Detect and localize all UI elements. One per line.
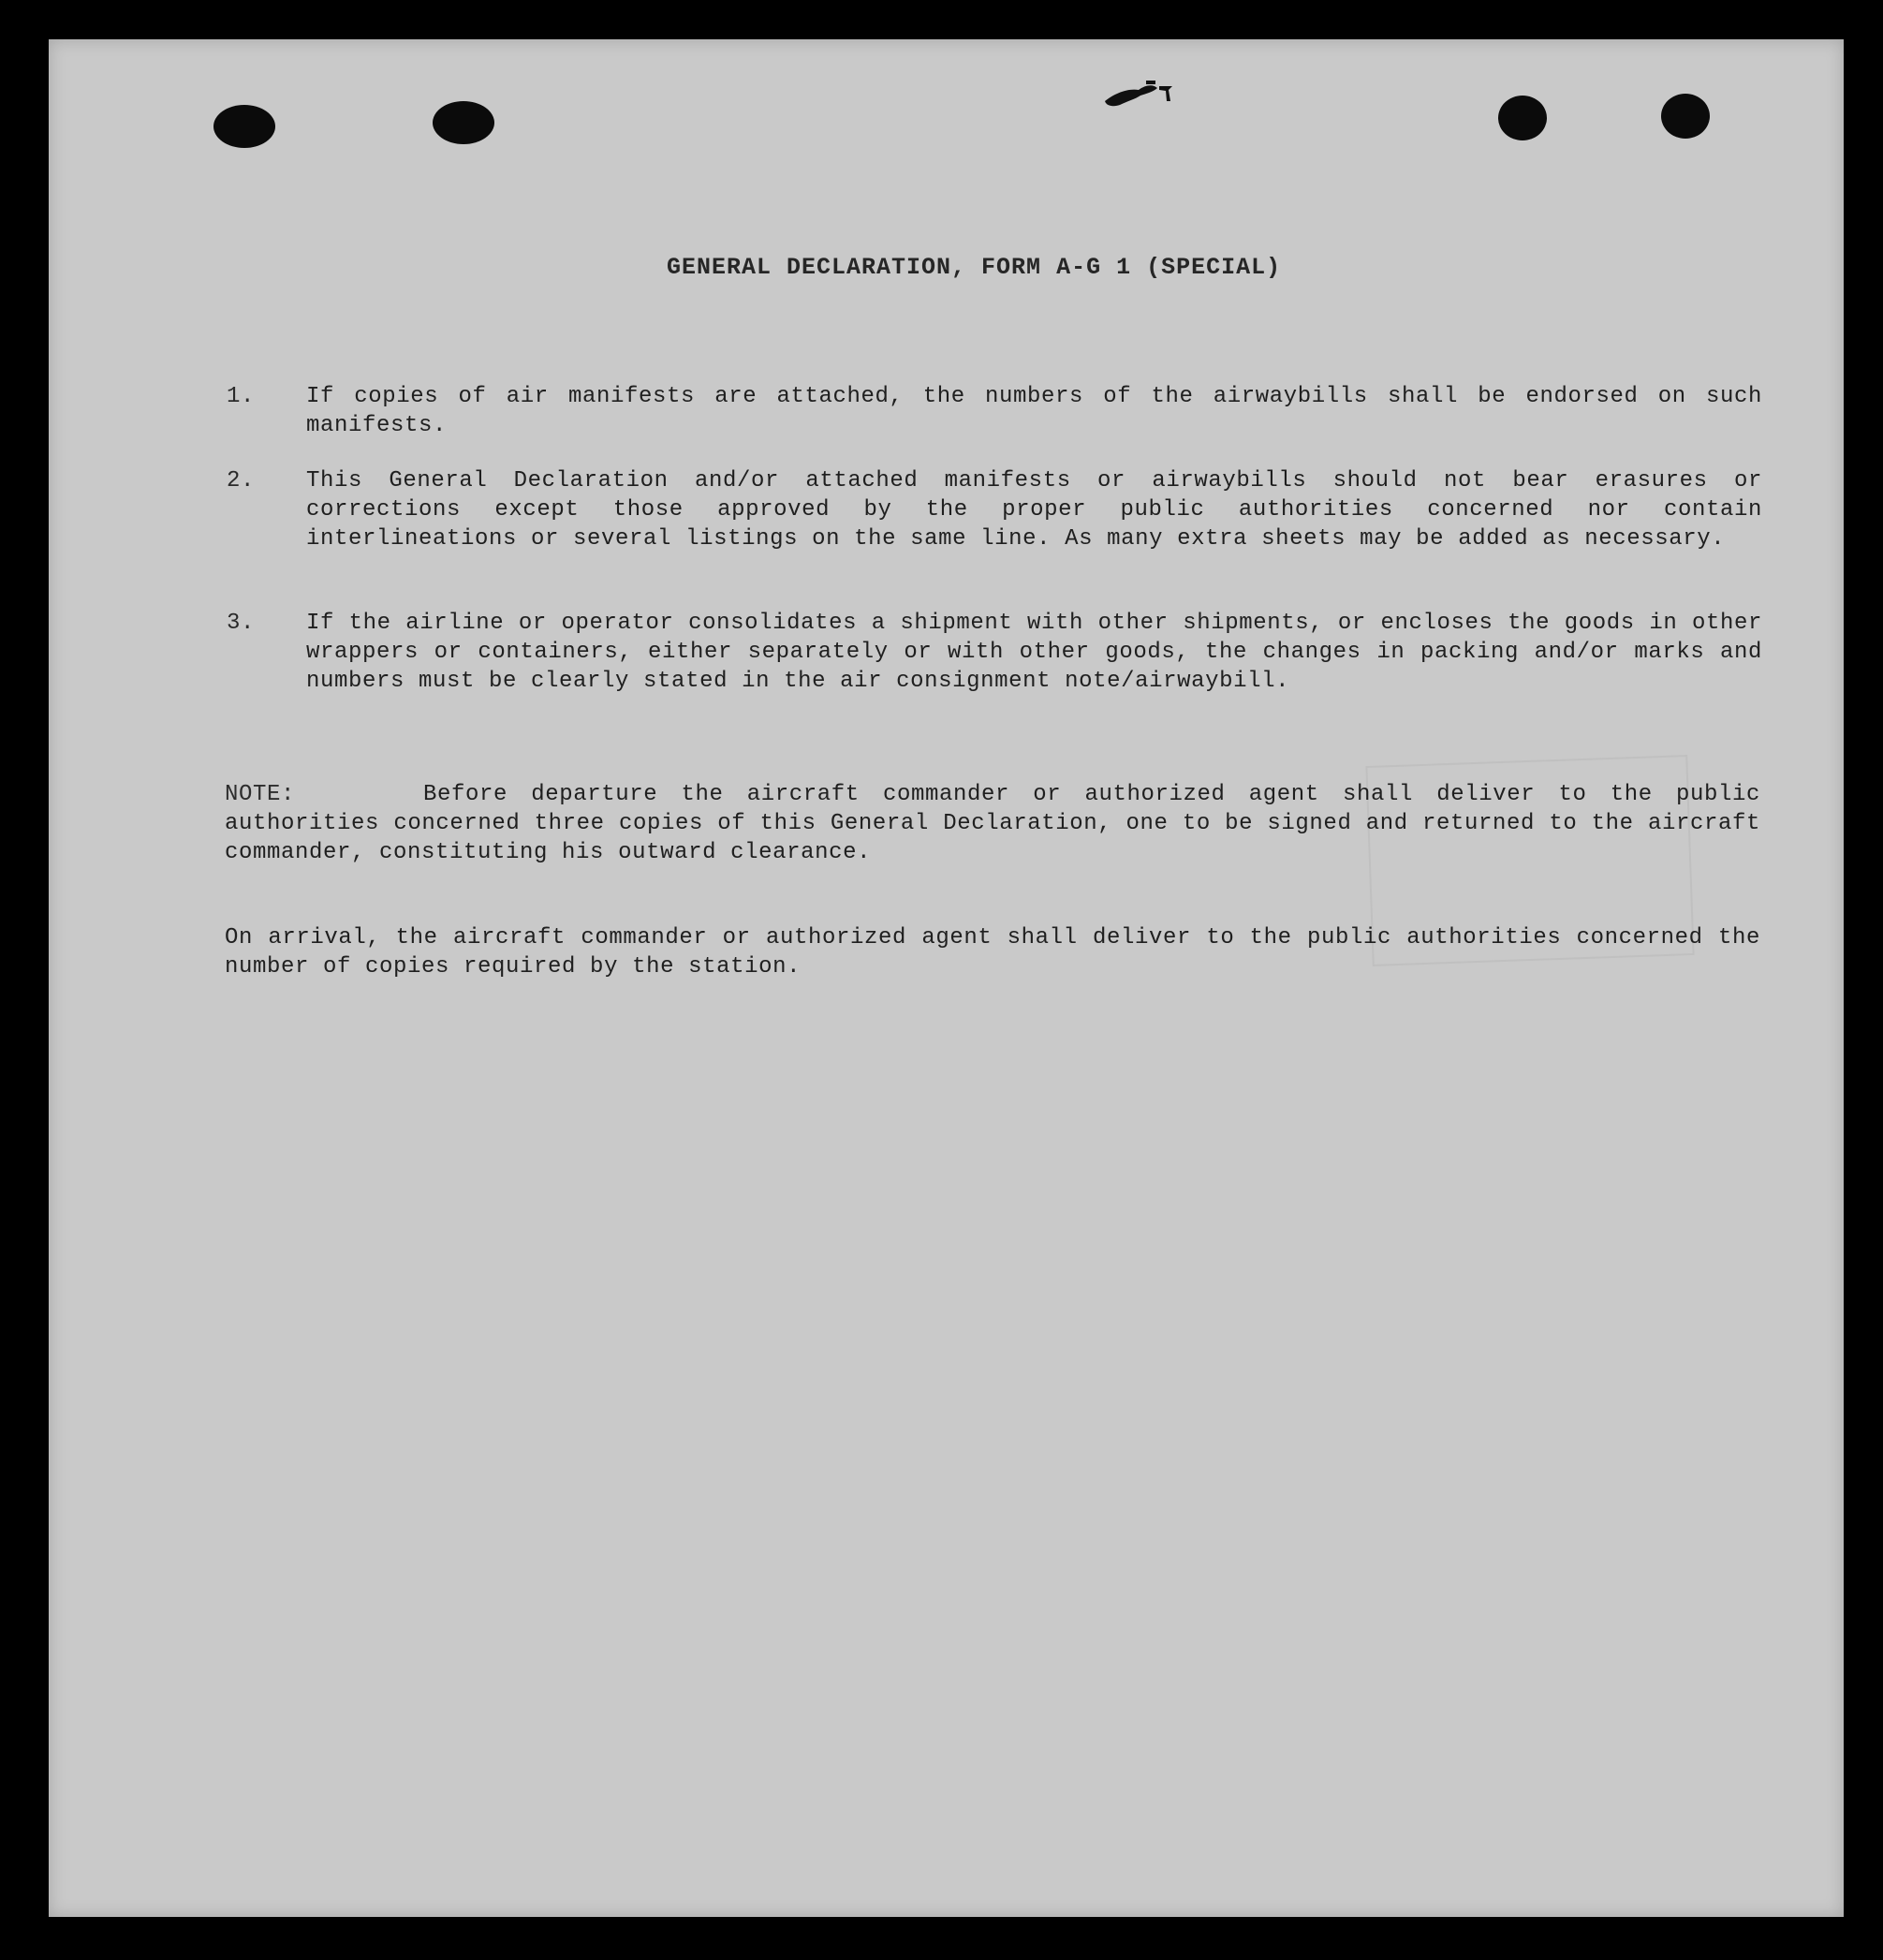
item-text: This General Declaration and/or attached manifests or airwaybills should not bear erasures or corrections except those approved by the proper public authorities concerned nor contain interlineations or several listings on the same line. As many extra sheets may be added as necessary. xyxy=(306,468,1762,552)
list-item xyxy=(227,382,1762,440)
note-label: NOTE: xyxy=(225,782,296,807)
note-text: Before departure the aircraft commander or authorized agent shall deliver to the public authorities concerned three copies of this General Declaration, one to be signed and returned to the aircraft commander, constituting his outward clearance. xyxy=(225,782,1760,865)
punch-hole xyxy=(433,101,494,144)
item-text: If the airline or operator consolidates a shipment with other shipments, or encloses the goods in other wrappers or containers, either separately or with other goods, the changes in packing and/or marks and numbers must be clearly stated in the air consignment note/airwaybill. xyxy=(306,611,1762,694)
punch-hole xyxy=(1498,96,1547,140)
item-number: 1. xyxy=(227,384,256,409)
punch-hole xyxy=(213,105,275,148)
list-item xyxy=(227,609,1762,696)
list-item xyxy=(227,466,1762,553)
document-page xyxy=(49,39,1844,1917)
punch-hole xyxy=(1661,94,1710,139)
document-title: GENERAL DECLARATION, FORM A-G 1 (SPECIAL) xyxy=(667,254,1282,281)
item-number: 2. xyxy=(227,468,256,494)
item-text: If copies of air manifests are attached, the numbers of the airwaybills shall be endorsed on such manifests. xyxy=(306,384,1762,438)
ink-blot-mark xyxy=(1049,56,1199,122)
arrival-paragraph: On arrival, the aircraft commander or authorized agent shall deliver to the public authorities concerned the number of copies required by the station. xyxy=(225,925,1760,980)
note-paragraph xyxy=(225,780,1760,867)
item-number: 3. xyxy=(227,611,256,636)
